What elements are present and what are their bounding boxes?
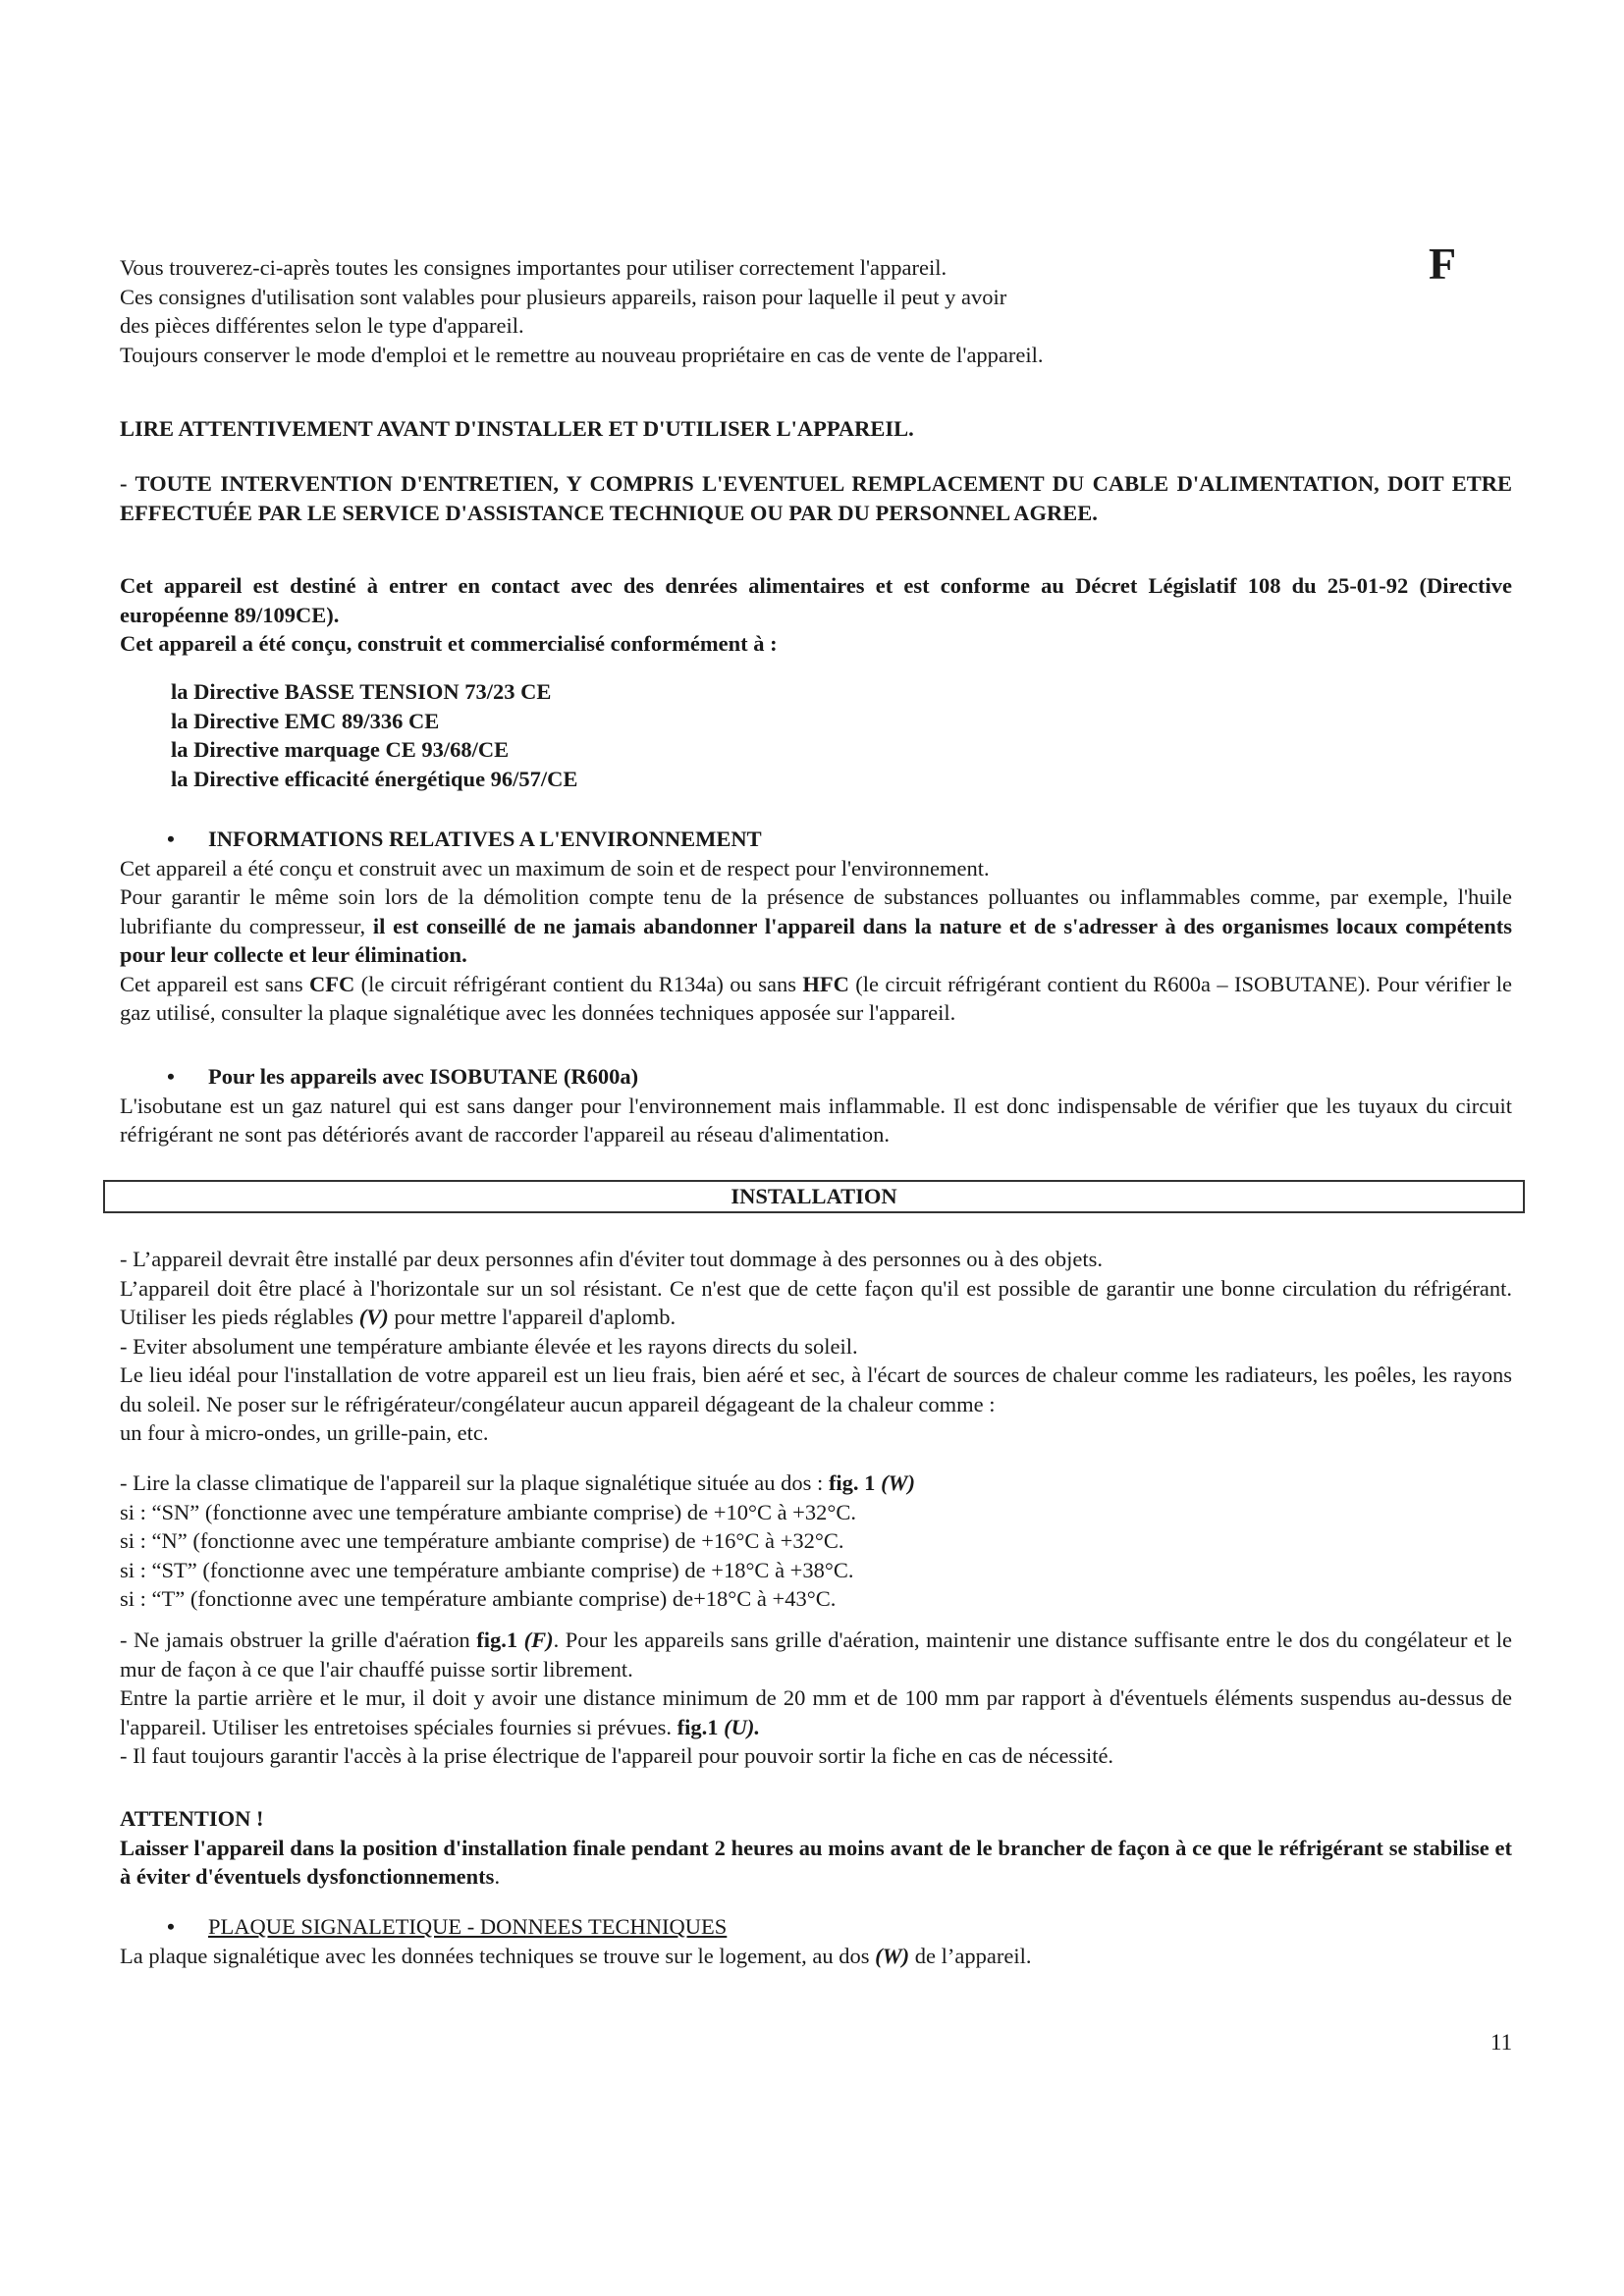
attention-title: ATTENTION ! bbox=[120, 1806, 264, 1831]
installation-line: - L’appareil devrait être installé par deux personnes afin d'éviter tout dommage à des personnes ou à des objets. bbox=[120, 1247, 1104, 1271]
plug-text: - Il faut toujours garantir l'accès à la prise électrique de l'appareil pour pouvoir sortir la fiche en cas de nécessité. bbox=[120, 1743, 1114, 1768]
directive-item: la Directive marquage CE 93/68/CE bbox=[171, 737, 510, 762]
service-warning-text: - TOUTE INTERVENTION D'ENTRETIEN, Y COMPRIS L'EVENTUEL REMPLACEMENT DU CABLE D'ALIMENTATION, DOIT ETRE EFFECTUÉE PAR LE SERVICE D'ASSISTANCE TECHNIQUE OU PAR DU PERSONNEL AGREE. bbox=[120, 471, 1512, 525]
fig-ref: fig.1 bbox=[677, 1714, 719, 1739]
directives-list bbox=[120, 677, 1563, 793]
environment-gas bbox=[120, 970, 1512, 1028]
reference-w: (W) bbox=[881, 1470, 916, 1495]
distance-line: Entre la partie arrière et le mur, il doit y avoir une distance minimum de 20 mm et de 100 mm par rapport à d'éventuels éléments suspendus au-dessus de l'appareil. Utiliser les entretoises spéciales fournies si prévues. bbox=[120, 1685, 1512, 1739]
environment-disposal bbox=[120, 882, 1512, 970]
directive-item: la Directive efficacité énergétique 96/57/CE bbox=[171, 766, 578, 791]
installation-block bbox=[120, 1245, 1512, 1448]
isobutane-text: L'isobutane est un gaz naturel qui est sans danger pour l'environnement mais inflammable. Il est donc indispensable de vérifier que les tuyaux du circuit réfrigérant ne sont pas détériorés avant de raccorder l'appareil au réseau d'alimentation. bbox=[120, 1093, 1512, 1147]
gas-text: (le circuit réfrigérant contient du R600a – ISOBUTANE). Pour vérifier le gaz utilisé, consulter la plaque signalétique avec les données techniques apposée sur l'appareil. bbox=[120, 971, 1512, 1025]
directive-item: la Directive EMC 89/336 CE bbox=[171, 708, 440, 733]
disposal-text: Pour garantir le même soin lors de la démolition compte tenu de la présence de substances polluantes ou inflammables comme, par exemple, l'huile lubrifiante du compresseur, bbox=[120, 884, 1512, 938]
climate-intro bbox=[120, 1468, 1512, 1498]
plaque-line: de l’appareil. bbox=[909, 1943, 1032, 1968]
intro-line: Ces consignes d'utilisation sont valables pour plusieurs appareils, raison pour laquelle il peut y avoir bbox=[120, 284, 1007, 309]
attention-end: . bbox=[494, 1864, 501, 1889]
bullet-icon: • bbox=[167, 827, 175, 851]
intro-block bbox=[120, 253, 1512, 369]
gas-text: Cet appareil est sans bbox=[120, 971, 309, 996]
installation-line bbox=[120, 1274, 1512, 1332]
climate-class: si : “ST” (fonctionne avec une température ambiante comprise) de +18°C à +38°C. bbox=[120, 1557, 854, 1582]
plaque-text bbox=[120, 1942, 1512, 1971]
intro-line: Toujours conserver le mode d'emploi et le remettre au nouveau propriétaire en cas de vente de l'appareil. bbox=[120, 342, 1044, 367]
plaque-heading-text: PLAQUE SIGNALETIQUE - DONNEES TECHNIQUES bbox=[208, 1914, 728, 1939]
compliance-block bbox=[120, 571, 1512, 659]
reference-u: (U). bbox=[724, 1714, 760, 1739]
read-warning-text: LIRE ATTENTIVEMENT AVANT D'INSTALLER ET D'UTILISER L'APPAREIL. bbox=[120, 416, 914, 441]
read-warning bbox=[120, 414, 1512, 444]
disposal-bold-text: il est conseillé de ne jamais abandonner l'appareil dans la nature et de s'adresser à des organismes locaux compétents pour leur collecte et leur élimination. bbox=[120, 913, 1512, 967]
plaque-section bbox=[120, 1912, 1512, 1970]
isobutane-section bbox=[120, 1062, 1512, 1149]
fig-ref: fig.1 bbox=[476, 1628, 518, 1652]
installation-line: un four à micro-ondes, un grille-pain, etc. bbox=[120, 1420, 489, 1445]
climate-text: - Lire la classe climatique de l'appareil sur la plaque signalétique située au dos : bbox=[120, 1470, 829, 1495]
isobutane-heading-text: Pour les appareils avec ISOBUTANE (R600a) bbox=[208, 1064, 639, 1089]
climate-block bbox=[120, 1468, 1512, 1614]
ventilation-block bbox=[120, 1626, 1512, 1771]
climate-class: si : “T” (fonctionne avec une température ambiante comprise) de+18°C à +43°C. bbox=[120, 1586, 837, 1611]
compliance-text: Cet appareil est destiné à entrer en contact avec des denrées alimentaires et est conforme au Décret Législatif 108 du 25-01-92 (Directive européenne 89/109CE). bbox=[120, 573, 1512, 627]
designed-text: Cet appareil a été conçu, construit et commercialisé conformément à : bbox=[120, 631, 778, 656]
bullet-icon: • bbox=[167, 1914, 175, 1939]
attention-text bbox=[120, 1834, 1512, 1892]
climate-class: si : “SN” (fonctionne avec une température ambiante comprise) de +10°C à +32°C. bbox=[120, 1499, 857, 1524]
grille-text bbox=[120, 1626, 1512, 1683]
environment-line: Cet appareil a été conçu et construit avec un maximum de soin et de respect pour l'environnement. bbox=[120, 855, 990, 881]
installation-text: L’appareil doit être placé à l'horizontale sur un sol résistant. Ce n'est que de cette façon qu'il est possible de garantir une bonne circulation du réfrigérant. Utiliser les pieds réglables bbox=[120, 1275, 1512, 1329]
reference-v: (V) bbox=[358, 1305, 389, 1329]
distance-text bbox=[120, 1683, 1512, 1741]
service-warning bbox=[120, 469, 1512, 527]
environment-section bbox=[120, 825, 1512, 1028]
isobutane-heading bbox=[120, 1062, 1512, 1092]
language-marker: F bbox=[1429, 239, 1457, 289]
attention-bold-text: Laisser l'appareil dans la position d'installation finale pendant 2 heures au moins avant de le brancher de façon à ce que le réfrigérant se stabilise et à éviter d'éventuels dysfonctionnements bbox=[120, 1835, 1512, 1889]
grille-line: . Pour les appareils sans grille d'aération, maintenir une distance suffisante entre le dos du congélateur et le mur de façon à ce que l'air chauffé puisse sortir librement. bbox=[120, 1628, 1513, 1682]
climate-class: si : “N” (fonctionne avec une température ambiante comprise) de +16°C à +32°C. bbox=[120, 1528, 844, 1553]
directive-item: la Directive BASSE TENSION 73/23 CE bbox=[171, 679, 552, 704]
attention-block bbox=[120, 1804, 1512, 1892]
plaque-heading bbox=[120, 1912, 1512, 1942]
cfc-label: CFC bbox=[309, 971, 355, 996]
gas-text: (le circuit réfrigérant contient du R134a) ou sans bbox=[354, 971, 803, 996]
installation-text: pour mettre l'appareil d'aplomb. bbox=[388, 1305, 677, 1329]
environment-heading-text: INFORMATIONS RELATIVES A L'ENVIRONNEMENT bbox=[208, 827, 762, 851]
fig-ref: fig. 1 bbox=[828, 1470, 876, 1495]
plaque-line: La plaque signalétique avec les données techniques se trouve sur le logement, au dos bbox=[120, 1943, 876, 1968]
installation-heading: INSTALLATION bbox=[103, 1180, 1525, 1213]
environment-heading bbox=[120, 825, 1512, 854]
intro-line: des pièces différentes selon le type d'appareil. bbox=[120, 313, 524, 338]
installation-line: - Eviter absolument une température ambiante élevée et les rayons directs du soleil. bbox=[120, 1333, 858, 1359]
page-number: 11 bbox=[1490, 2030, 1513, 2055]
installation-line: Le lieu idéal pour l'installation de votre appareil est un lieu frais, bien aéré et sec, à l'écart de sources de chaleur comme les radiateurs, les poêles, les rayons du soleil. Ne poser sur le réfrigérateur/congélateur aucun appareil dégageant de la chaleur comme : bbox=[120, 1362, 1512, 1416]
reference-f: (F) bbox=[523, 1628, 554, 1652]
reference-w: (W) bbox=[875, 1943, 910, 1968]
hfc-label: HFC bbox=[802, 971, 849, 996]
bullet-icon: • bbox=[167, 1064, 175, 1089]
grille-line: - Ne jamais obstruer la grille d'aération bbox=[120, 1628, 477, 1652]
intro-line: Vous trouverez-ci-après toutes les consignes importantes pour utiliser correctement l'appareil. bbox=[120, 255, 947, 280]
